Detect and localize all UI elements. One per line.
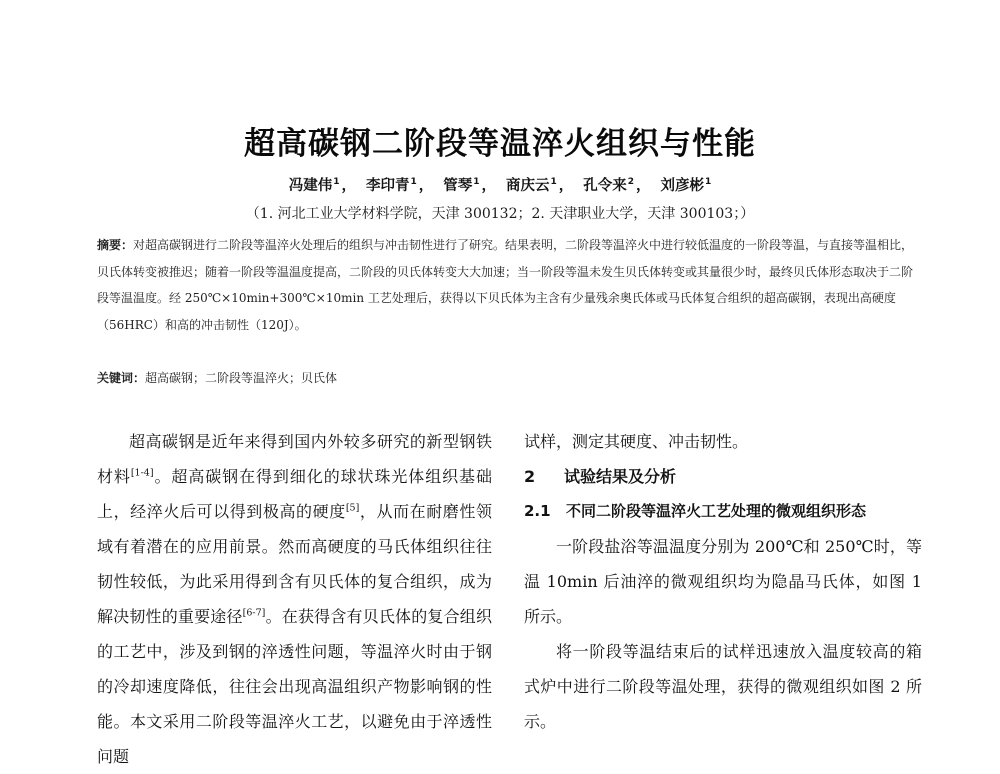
author-name: 刘彦彬 bbox=[660, 178, 705, 194]
author-separator: ， bbox=[481, 178, 496, 194]
affiliation-line: （1. 河北工业大学材料学院，天津 300132；2. 天津职业大学，天津 300103；） bbox=[245, 206, 755, 222]
author bbox=[583, 174, 634, 195]
author-affiliation-mark: 2 bbox=[627, 177, 635, 188]
author bbox=[289, 174, 340, 195]
keywords-label: 关键词： bbox=[97, 371, 146, 385]
citation: [5] bbox=[345, 502, 360, 514]
continued-text: 试样，测定其硬度、冲击韧性。 bbox=[524, 432, 749, 451]
author bbox=[366, 174, 417, 195]
author-affiliation-mark: 1 bbox=[550, 177, 557, 188]
author-separator: ， bbox=[636, 178, 651, 194]
left-column bbox=[97, 424, 492, 774]
subsection-number: 2.1 bbox=[524, 502, 551, 520]
paper-title: 超高碳钢二阶段等温淬火组织与性能 bbox=[244, 126, 756, 162]
subsection-heading bbox=[524, 494, 922, 529]
section-heading bbox=[524, 459, 922, 494]
body-paragraph: 将一阶段等温结束后的试样迅速放入温度较高的箱式炉中进行二阶段等温处理，获得的微观组织如图 2 所示。 bbox=[524, 642, 922, 731]
intro-text: 。在获得含有贝氏体的复合组织的工艺中，涉及到钢的淬透性问题，等温淬火时由于钢的冷却速度降低，往往会出现高温组织产物影响钢的性能。本文采用二阶段等温淬火工艺，以避免由于淬透性问题 bbox=[97, 607, 492, 766]
author-affiliation-mark: 1 bbox=[410, 177, 417, 188]
author-list bbox=[0, 174, 1000, 195]
author-name: 孔令来 bbox=[583, 178, 627, 194]
citation: [1-4] bbox=[130, 467, 154, 479]
keywords-text: 超高碳钢；二阶段等温淬火；贝氏体 bbox=[145, 371, 338, 385]
author bbox=[506, 174, 557, 195]
abstract-text: 对超高碳钢进行二阶段等温淬火处理后的组织与冲击韧性进行了研究。结果表明，二阶段等温淬火中进行较低温度的一阶段等温，与直接等温相比，贝氏体转变被推迟；随着一阶段等温温度提高，二阶段的贝氏体转变大大加速；当一阶段等温未发生贝氏体转变或其量很少时，最终贝氏体形态取决于二阶段等温温度。经 250℃×10min+300℃×10min 工艺处理后，获得以下贝氏体为主含有少量残余奥氏体或马氏体复合组织的超高碳钢，表现出高硬度（56HRC）和高的冲击韧性（120J）。 bbox=[97, 238, 914, 332]
intro-paragraph bbox=[97, 424, 492, 774]
citation: [6-7] bbox=[242, 607, 266, 619]
intro-text: ，从而在耐磨性领域有着潜在的应用前景。然而高硬度的马氏体组织往往韧性较低，为此采用得到含有贝氏体的复合组织，成为解决韧性的重要途径 bbox=[97, 502, 492, 626]
author bbox=[443, 174, 479, 195]
author-separator: ， bbox=[558, 178, 574, 194]
abstract bbox=[97, 232, 919, 338]
section-number: 2 bbox=[524, 467, 536, 486]
author-affiliation-mark: 1 bbox=[473, 177, 480, 188]
author-name: 管琴 bbox=[443, 178, 473, 194]
body-paragraph: 一阶段盐浴等温温度分别为 200℃和 250℃时，等温 10min 后油淬的微观组织均为隐晶马氏体，如图 1 所示。 bbox=[524, 537, 922, 626]
right-column bbox=[524, 424, 922, 739]
author-affiliation-mark: 1 bbox=[705, 177, 712, 188]
author-name: 冯建伟 bbox=[288, 178, 333, 194]
author-name: 李印青 bbox=[365, 178, 410, 194]
author bbox=[661, 174, 712, 195]
author-separator: ， bbox=[418, 178, 434, 194]
subsection-title: 不同二阶段等温淬火工艺处理的微观组织形态 bbox=[566, 502, 867, 520]
intro-text: 。超高碳钢在得到细化的球状珠光体组织基础上，经淬火后可以得到极高的硬度 bbox=[97, 467, 492, 521]
keywords bbox=[97, 367, 919, 389]
author-affiliation-mark: 1 bbox=[333, 177, 340, 188]
section-title: 试验结果及分析 bbox=[564, 467, 677, 486]
intro-text: 超高碳钢是近年来得到国内外较多研究的新型钢铁材料 bbox=[97, 432, 492, 486]
author-name: 商庆云 bbox=[506, 178, 550, 194]
abstract-label: 摘要： bbox=[97, 238, 134, 252]
author-separator: ， bbox=[341, 178, 356, 194]
